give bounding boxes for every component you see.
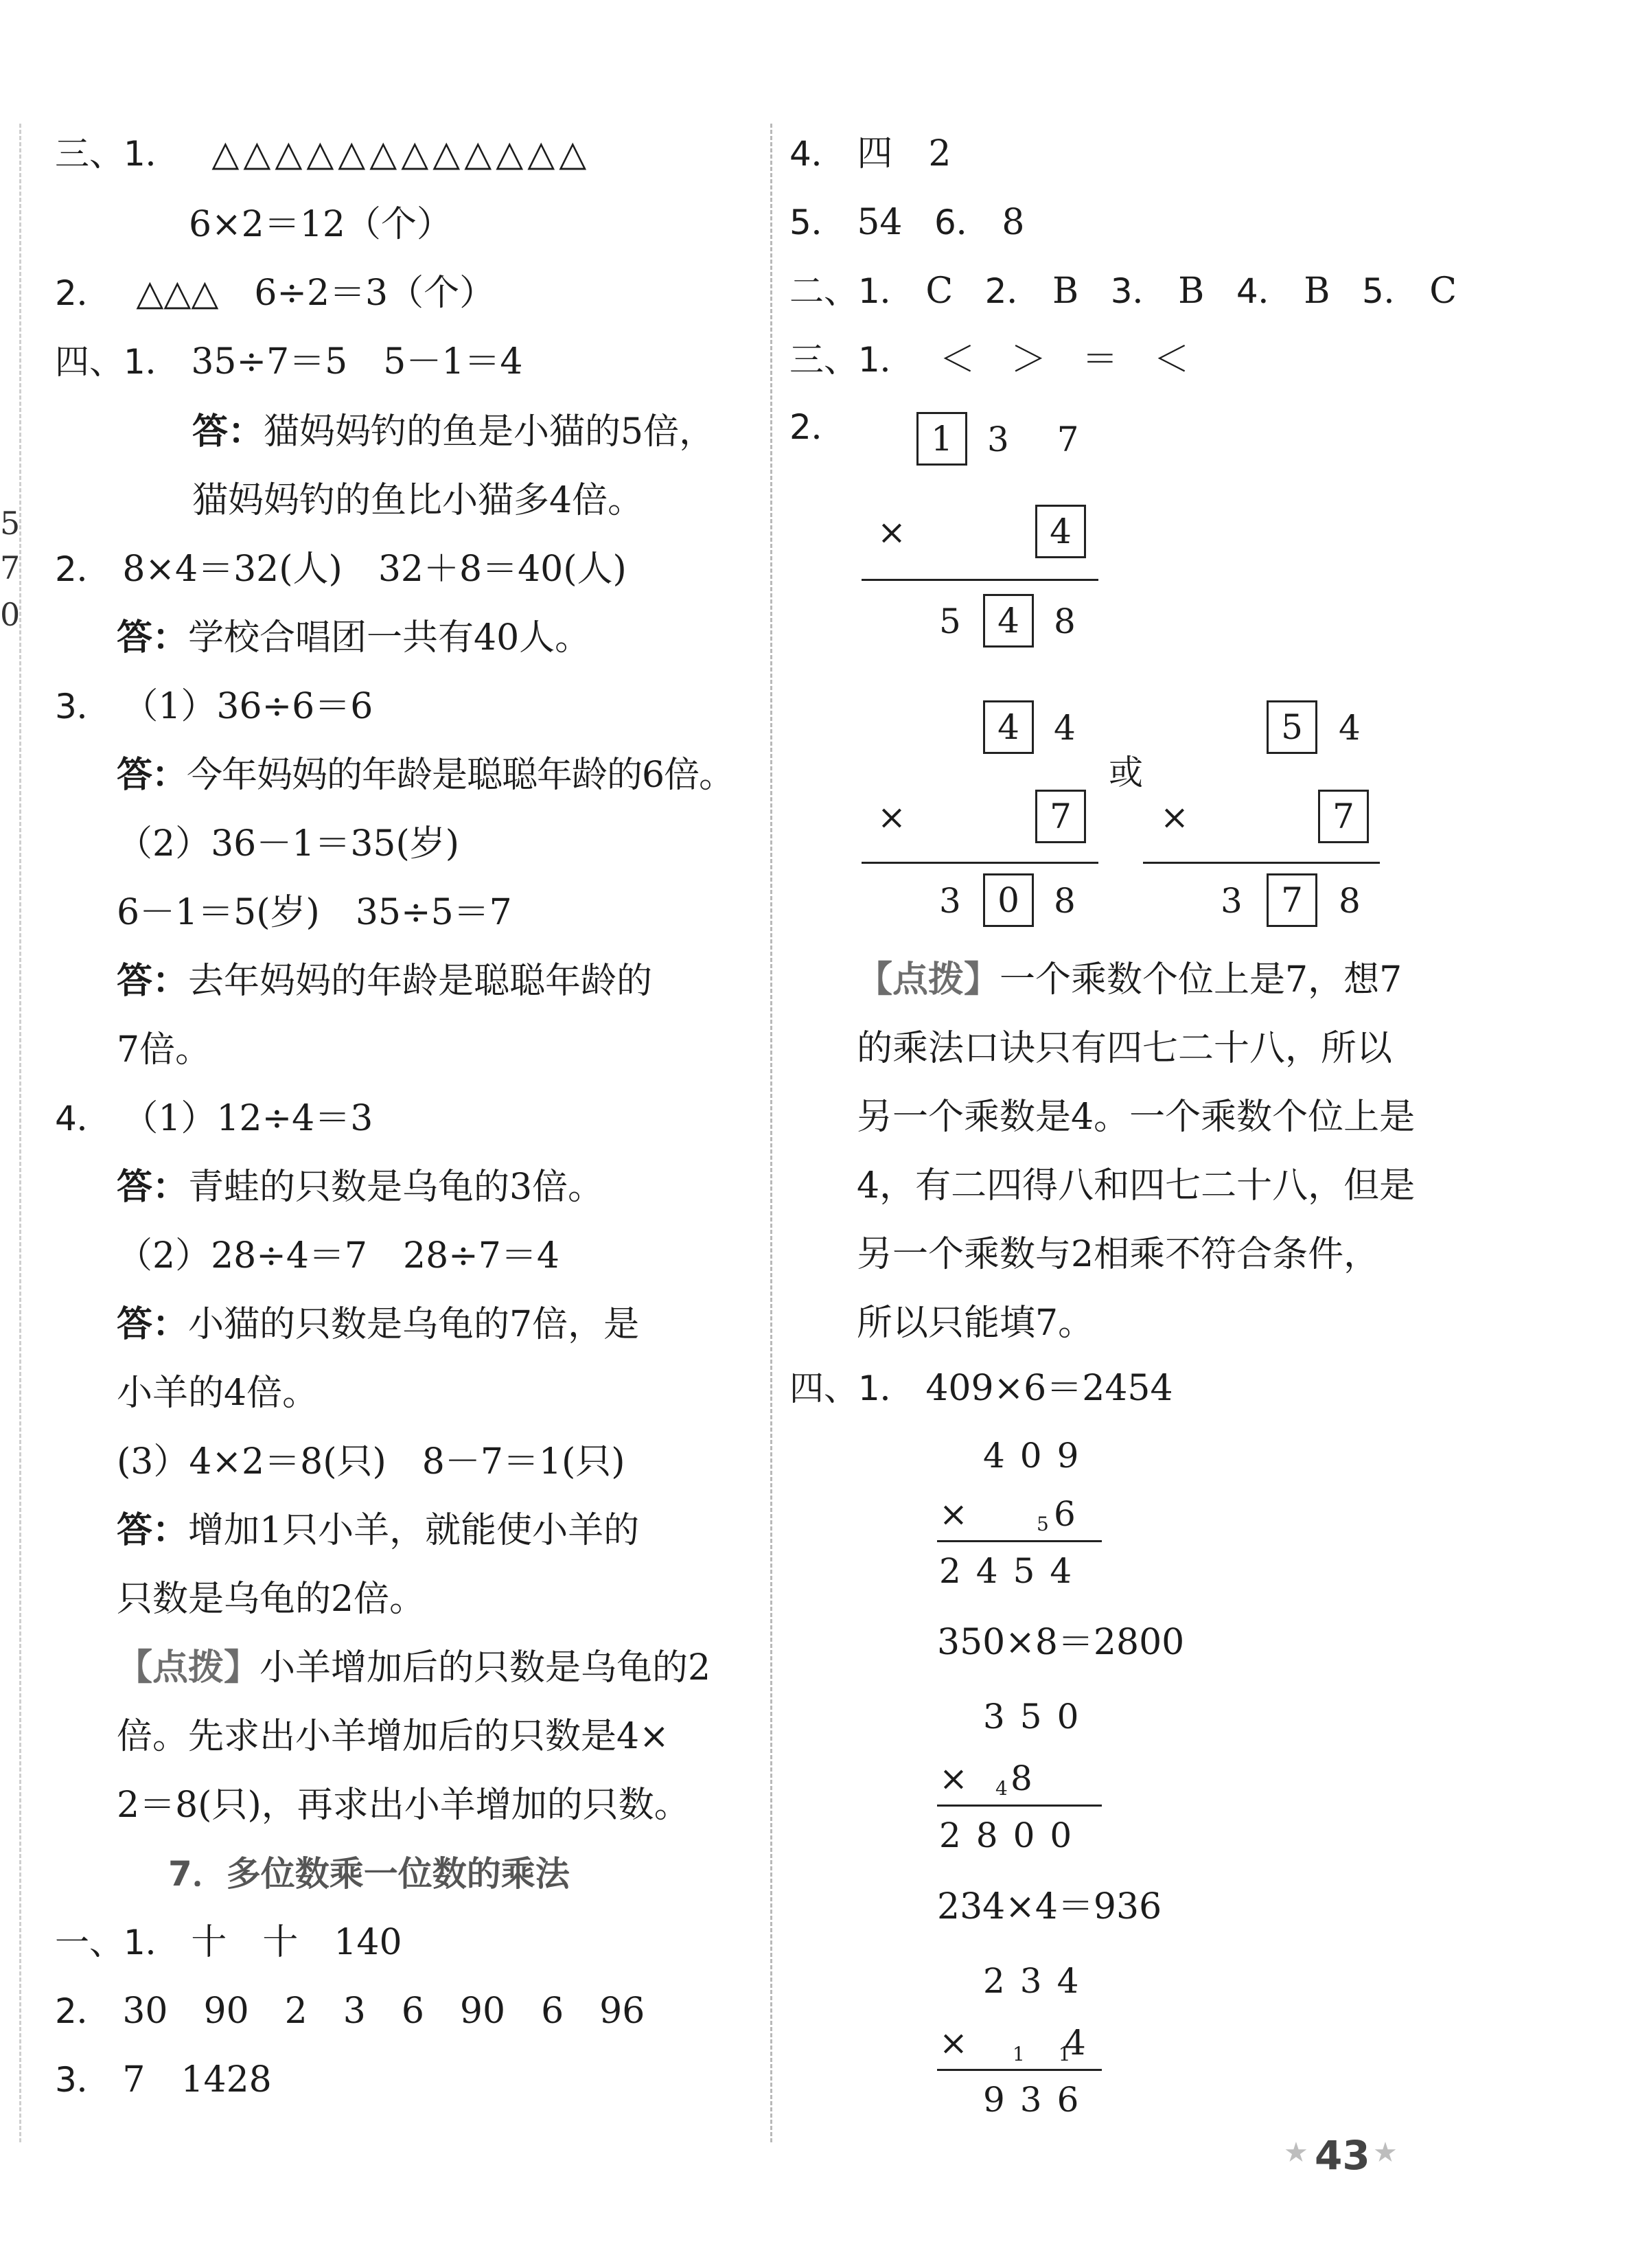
item-3-2: 2． △△△ 6÷2＝3（个） xyxy=(55,273,496,314)
item-1-2: 2． 30 90 2 3 6 90 6 96 xyxy=(55,1991,645,2032)
multiplicand: 234 xyxy=(983,1961,1094,2001)
digit: 3 xyxy=(939,881,961,921)
equation: 234×4＝936 xyxy=(937,1886,1162,1927)
answer: 答：去年妈妈的年龄是聪聪年龄的 xyxy=(117,961,653,1002)
times-sign: × xyxy=(939,2023,983,2063)
answer-cont: 小羊的4倍。 xyxy=(117,1373,319,1414)
edge-fragment: 0 xyxy=(0,596,21,633)
answer: 答：学校合唱团一共有40人。 xyxy=(117,617,591,658)
answer-box: 4 xyxy=(983,594,1034,648)
answer-box: 4 xyxy=(1035,505,1086,558)
hint-cont: 另一个乘数是4。一个乘数个位上是 xyxy=(857,1097,1416,1138)
rule xyxy=(862,579,1098,581)
choice-answers: 二、1． C 2． B 3． B 4． B 5． C xyxy=(789,271,1457,312)
answer-cont: 只数是乌龟的2倍。 xyxy=(117,1579,426,1620)
hint-cont: 4，有二四得八和四七二十八，但是 xyxy=(857,1165,1416,1206)
star-icon: ★ xyxy=(1284,2137,1308,2168)
multiplicand: 350 xyxy=(983,1697,1094,1737)
rule xyxy=(937,2069,1102,2071)
answer-cont: 7倍。 xyxy=(117,1029,211,1070)
hint: 【点拨】小羊增加后的只数是乌龟的2 xyxy=(117,1647,711,1688)
carry-digit: 4 xyxy=(995,1777,1011,1800)
hint-cont: 另一个乘数与2相乘不符合条件， xyxy=(857,1234,1380,1275)
answer: 答：增加1只小羊，就能使小羊的 xyxy=(117,1510,640,1551)
digit: 5 xyxy=(939,602,961,641)
rule xyxy=(937,1805,1102,1807)
digit: 8 xyxy=(1339,881,1361,921)
multiplier: 6 xyxy=(1054,1494,1091,1534)
answer-box: 5 xyxy=(1267,700,1317,754)
equation: （2）36－1＝35(岁) xyxy=(117,823,460,864)
answer-box: 7 xyxy=(1318,790,1369,843)
digit: 4 xyxy=(1339,708,1361,748)
digit: 4 xyxy=(1054,708,1076,748)
column-divider xyxy=(770,124,772,2142)
answer: 答：小猫的只数是乌龟的7倍，是 xyxy=(117,1304,640,1345)
item-1-3: 3． 7 1428 xyxy=(55,2059,272,2100)
item-3-1: 三、1． △△△△△△△△△△△△ xyxy=(55,133,591,174)
item-3-2-label: 2． xyxy=(789,407,846,447)
section-heading: 7．多位数乘一位数的乘法 xyxy=(168,1854,570,1894)
equation: (3）4×2＝8(只) 8－7＝1(只) xyxy=(117,1441,625,1482)
compare-answers: 三、1． ＜ ＞ ＝ ＜ xyxy=(789,339,1190,380)
digit: 8 xyxy=(1054,881,1076,921)
answer-box: 7 xyxy=(1267,873,1317,927)
product: 2800 xyxy=(939,1815,1087,1855)
hint-cont: 所以只能填7。 xyxy=(857,1303,1094,1344)
item-4-3: 3． （1）36÷6＝6 xyxy=(55,686,373,727)
rule xyxy=(937,1540,1102,1542)
digit: 8 xyxy=(1054,602,1076,641)
equation: 6×2＝12（个） xyxy=(189,204,452,245)
digits: 3 7 xyxy=(987,420,1086,459)
rule xyxy=(862,862,1098,864)
answer: 答：猫妈妈钓的鱼是小猫的5倍， xyxy=(192,411,715,453)
or-label: 或 xyxy=(1109,753,1143,792)
times-sign: × xyxy=(1160,797,1189,837)
carry-digit: 5 xyxy=(1037,1513,1052,1535)
answer-cont: 猫妈妈钓的鱼比小猫多4倍。 xyxy=(192,480,644,521)
answer-box: 7 xyxy=(1035,790,1086,843)
times-sign: × xyxy=(877,512,906,552)
multiplier: 8 xyxy=(1011,1759,1048,1798)
page-number: 43 xyxy=(1315,2132,1370,2179)
answer-box: 4 xyxy=(983,700,1034,754)
product: 2454 xyxy=(939,1551,1087,1591)
item-4-1-right: 四、1． 409×6＝2454 xyxy=(789,1368,1173,1409)
multiplier: 4 xyxy=(1064,2023,1101,2063)
item-1-5-6: 5． 54 6． 8 xyxy=(789,202,1025,243)
answer: 答：青蛙的只数是乌龟的3倍。 xyxy=(117,1167,604,1208)
item-4-2: 2． 8×4＝32(人) 32＋8＝40(人) xyxy=(55,549,627,590)
answer: 答：今年妈妈的年龄是聪聪年龄的6倍。 xyxy=(117,755,735,796)
equation: 350×8＝2800 xyxy=(937,1622,1185,1663)
hint: 【点拨】一个乘数个位上是7，想7 xyxy=(857,959,1402,1000)
equation: 6－1＝5(岁) 35÷5＝7 xyxy=(117,892,512,933)
left-margin-rule xyxy=(19,124,21,2142)
item-1-4: 4． 四 2 xyxy=(789,133,951,174)
star-icon: ★ xyxy=(1373,2137,1398,2168)
digit: 3 xyxy=(1221,881,1243,921)
rule xyxy=(1143,862,1380,864)
answer-box: 1 xyxy=(916,412,967,466)
hint-cont: 的乘法口诀只有四七二十八，所以 xyxy=(857,1028,1393,1069)
hint-cont: 倍。先求出小羊增加后的只数是4× xyxy=(117,1716,669,1757)
carry-digit: 1 1 xyxy=(1013,2043,1085,2065)
item-4-4: 4． （1）12÷4＝3 xyxy=(55,1098,373,1139)
times-sign: × xyxy=(939,1759,983,1798)
edge-fragment: 5 xyxy=(0,505,21,542)
equation: （2）28÷4＝7 28÷7＝4 xyxy=(117,1235,559,1276)
times-sign: × xyxy=(877,797,906,837)
product: 936 xyxy=(983,2080,1094,2120)
item-1-1: 一、1． 十 十 140 xyxy=(55,1922,402,1963)
answer-box: 0 xyxy=(983,873,1034,927)
hint-cont: 2＝8(只)，再求出小羊增加的只数。 xyxy=(117,1785,690,1826)
multiplicand: 409 xyxy=(983,1436,1094,1476)
edge-fragment: 7 xyxy=(0,549,21,586)
item-4-1: 四、1． 35÷7＝5 5－1＝4 xyxy=(55,341,523,382)
times-sign: × xyxy=(939,1494,983,1534)
